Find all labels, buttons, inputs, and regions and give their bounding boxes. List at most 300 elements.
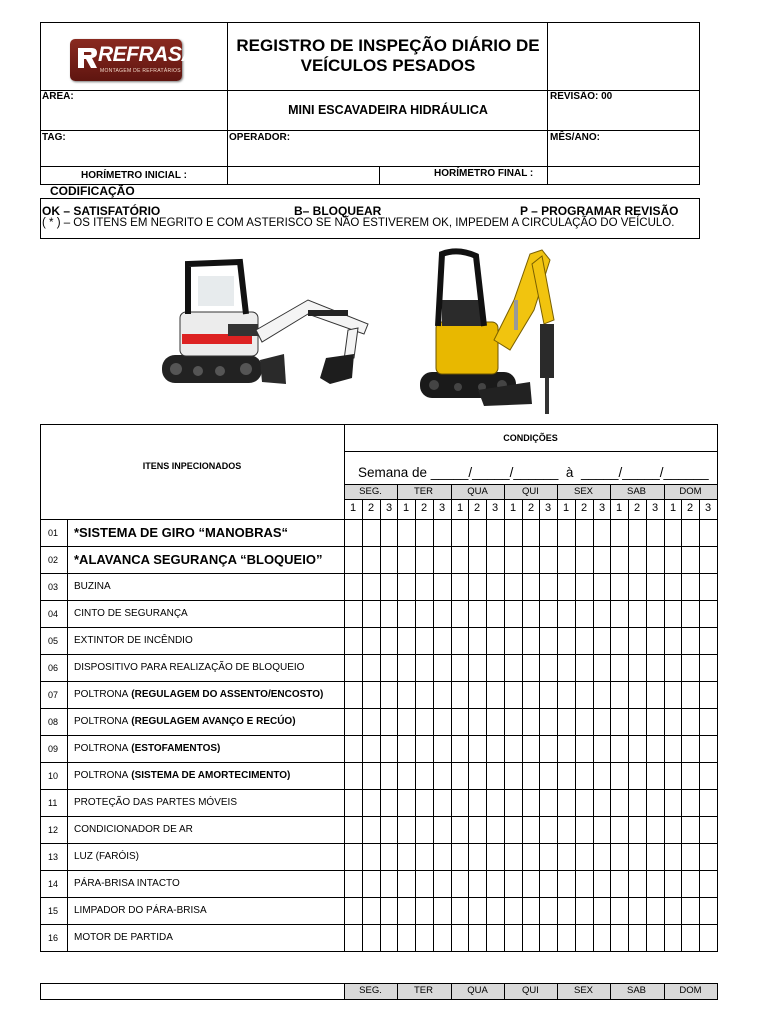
check-cell[interactable] <box>416 736 433 762</box>
check-cell[interactable] <box>523 520 540 546</box>
check-cell[interactable] <box>629 601 646 627</box>
check-cell[interactable] <box>629 844 646 870</box>
check-cell[interactable] <box>700 709 717 735</box>
check-cell[interactable] <box>452 736 469 762</box>
check-cell[interactable] <box>558 601 575 627</box>
check-cell[interactable] <box>611 898 628 924</box>
check-cell[interactable] <box>505 763 522 789</box>
check-cell[interactable] <box>558 790 575 816</box>
check-cell[interactable] <box>558 817 575 843</box>
check-cell[interactable] <box>558 520 575 546</box>
check-cell[interactable] <box>647 628 664 654</box>
check-cell[interactable] <box>700 898 717 924</box>
check-cell[interactable] <box>416 682 433 708</box>
check-cell[interactable] <box>469 520 486 546</box>
check-cell[interactable] <box>576 601 593 627</box>
check-cell[interactable] <box>576 898 593 924</box>
check-cell[interactable] <box>381 763 398 789</box>
check-cell[interactable] <box>540 709 557 735</box>
check-cell[interactable] <box>540 628 557 654</box>
check-cell[interactable] <box>629 682 646 708</box>
check-cell[interactable] <box>665 547 682 573</box>
check-cell[interactable] <box>523 682 540 708</box>
check-cell[interactable] <box>700 601 717 627</box>
check-cell[interactable] <box>469 601 486 627</box>
check-cell[interactable] <box>487 547 504 573</box>
check-cell[interactable] <box>381 790 398 816</box>
check-cell[interactable] <box>381 925 398 951</box>
check-cell[interactable] <box>647 763 664 789</box>
check-cell[interactable] <box>647 736 664 762</box>
check-cell[interactable] <box>381 574 398 600</box>
check-cell[interactable] <box>363 547 380 573</box>
check-cell[interactable] <box>452 520 469 546</box>
check-cell[interactable] <box>345 628 362 654</box>
check-cell[interactable] <box>381 520 398 546</box>
check-cell[interactable] <box>665 655 682 681</box>
check-cell[interactable] <box>629 574 646 600</box>
check-cell[interactable] <box>452 682 469 708</box>
check-cell[interactable] <box>576 655 593 681</box>
check-cell[interactable] <box>434 898 451 924</box>
check-cell[interactable] <box>611 871 628 897</box>
check-cell[interactable] <box>345 898 362 924</box>
check-cell[interactable] <box>523 763 540 789</box>
check-cell[interactable] <box>576 871 593 897</box>
check-cell[interactable] <box>647 682 664 708</box>
check-cell[interactable] <box>682 709 699 735</box>
check-cell[interactable] <box>416 547 433 573</box>
check-cell[interactable] <box>576 628 593 654</box>
check-cell[interactable] <box>487 790 504 816</box>
check-cell[interactable] <box>345 547 362 573</box>
check-cell[interactable] <box>647 547 664 573</box>
check-cell[interactable] <box>665 898 682 924</box>
check-cell[interactable] <box>487 871 504 897</box>
check-cell[interactable] <box>594 817 611 843</box>
check-cell[interactable] <box>540 655 557 681</box>
check-cell[interactable] <box>398 844 415 870</box>
check-cell[interactable] <box>487 736 504 762</box>
check-cell[interactable] <box>540 817 557 843</box>
check-cell[interactable] <box>558 709 575 735</box>
check-cell[interactable] <box>665 520 682 546</box>
check-cell[interactable] <box>665 871 682 897</box>
check-cell[interactable] <box>363 628 380 654</box>
check-cell[interactable] <box>381 628 398 654</box>
check-cell[interactable] <box>452 790 469 816</box>
check-cell[interactable] <box>434 547 451 573</box>
check-cell[interactable] <box>523 655 540 681</box>
check-cell[interactable] <box>665 790 682 816</box>
check-cell[interactable] <box>505 547 522 573</box>
check-cell[interactable] <box>594 790 611 816</box>
check-cell[interactable] <box>611 655 628 681</box>
check-cell[interactable] <box>523 925 540 951</box>
check-cell[interactable] <box>434 574 451 600</box>
check-cell[interactable] <box>345 790 362 816</box>
check-cell[interactable] <box>540 763 557 789</box>
check-cell[interactable] <box>540 898 557 924</box>
check-cell[interactable] <box>345 682 362 708</box>
check-cell[interactable] <box>540 925 557 951</box>
check-cell[interactable] <box>452 871 469 897</box>
check-cell[interactable] <box>700 871 717 897</box>
check-cell[interactable] <box>647 790 664 816</box>
check-cell[interactable] <box>487 628 504 654</box>
check-cell[interactable] <box>611 547 628 573</box>
check-cell[interactable] <box>576 682 593 708</box>
check-cell[interactable] <box>434 709 451 735</box>
check-cell[interactable] <box>398 547 415 573</box>
check-cell[interactable] <box>381 601 398 627</box>
check-cell[interactable] <box>398 709 415 735</box>
check-cell[interactable] <box>682 871 699 897</box>
check-cell[interactable] <box>398 763 415 789</box>
check-cell[interactable] <box>594 844 611 870</box>
check-cell[interactable] <box>381 844 398 870</box>
check-cell[interactable] <box>398 898 415 924</box>
check-cell[interactable] <box>434 844 451 870</box>
check-cell[interactable] <box>682 520 699 546</box>
check-cell[interactable] <box>487 682 504 708</box>
check-cell[interactable] <box>452 925 469 951</box>
check-cell[interactable] <box>700 790 717 816</box>
check-cell[interactable] <box>452 628 469 654</box>
check-cell[interactable] <box>345 655 362 681</box>
check-cell[interactable] <box>345 520 362 546</box>
check-cell[interactable] <box>398 925 415 951</box>
check-cell[interactable] <box>398 574 415 600</box>
check-cell[interactable] <box>505 844 522 870</box>
check-cell[interactable] <box>487 574 504 600</box>
check-cell[interactable] <box>629 763 646 789</box>
check-cell[interactable] <box>576 790 593 816</box>
check-cell[interactable] <box>398 871 415 897</box>
check-cell[interactable] <box>558 763 575 789</box>
check-cell[interactable] <box>505 790 522 816</box>
check-cell[interactable] <box>647 709 664 735</box>
check-cell[interactable] <box>540 682 557 708</box>
check-cell[interactable] <box>647 844 664 870</box>
check-cell[interactable] <box>700 628 717 654</box>
check-cell[interactable] <box>540 736 557 762</box>
check-cell[interactable] <box>700 817 717 843</box>
check-cell[interactable] <box>469 871 486 897</box>
check-cell[interactable] <box>469 844 486 870</box>
check-cell[interactable] <box>416 925 433 951</box>
check-cell[interactable] <box>452 547 469 573</box>
check-cell[interactable] <box>469 628 486 654</box>
check-cell[interactable] <box>469 736 486 762</box>
check-cell[interactable] <box>629 520 646 546</box>
check-cell[interactable] <box>363 790 380 816</box>
check-cell[interactable] <box>629 817 646 843</box>
check-cell[interactable] <box>505 601 522 627</box>
check-cell[interactable] <box>611 817 628 843</box>
check-cell[interactable] <box>611 844 628 870</box>
check-cell[interactable] <box>345 736 362 762</box>
check-cell[interactable] <box>594 925 611 951</box>
check-cell[interactable] <box>381 871 398 897</box>
check-cell[interactable] <box>682 736 699 762</box>
check-cell[interactable] <box>505 736 522 762</box>
check-cell[interactable] <box>487 520 504 546</box>
check-cell[interactable] <box>416 601 433 627</box>
check-cell[interactable] <box>611 763 628 789</box>
check-cell[interactable] <box>611 574 628 600</box>
check-cell[interactable] <box>594 763 611 789</box>
check-cell[interactable] <box>629 709 646 735</box>
check-cell[interactable] <box>381 898 398 924</box>
check-cell[interactable] <box>416 520 433 546</box>
check-cell[interactable] <box>398 817 415 843</box>
check-cell[interactable] <box>452 574 469 600</box>
check-cell[interactable] <box>540 844 557 870</box>
check-cell[interactable] <box>487 844 504 870</box>
check-cell[interactable] <box>594 682 611 708</box>
check-cell[interactable] <box>647 574 664 600</box>
check-cell[interactable] <box>381 547 398 573</box>
check-cell[interactable] <box>682 763 699 789</box>
check-cell[interactable] <box>594 871 611 897</box>
check-cell[interactable] <box>665 574 682 600</box>
check-cell[interactable] <box>558 871 575 897</box>
check-cell[interactable] <box>647 925 664 951</box>
check-cell[interactable] <box>700 520 717 546</box>
check-cell[interactable] <box>523 574 540 600</box>
check-cell[interactable] <box>629 898 646 924</box>
check-cell[interactable] <box>594 628 611 654</box>
check-cell[interactable] <box>629 736 646 762</box>
check-cell[interactable] <box>398 790 415 816</box>
check-cell[interactable] <box>505 682 522 708</box>
check-cell[interactable] <box>611 601 628 627</box>
check-cell[interactable] <box>345 709 362 735</box>
check-cell[interactable] <box>434 763 451 789</box>
check-cell[interactable] <box>665 817 682 843</box>
check-cell[interactable] <box>665 763 682 789</box>
check-cell[interactable] <box>434 925 451 951</box>
check-cell[interactable] <box>576 925 593 951</box>
check-cell[interactable] <box>469 655 486 681</box>
check-cell[interactable] <box>682 844 699 870</box>
check-cell[interactable] <box>523 790 540 816</box>
check-cell[interactable] <box>700 574 717 600</box>
check-cell[interactable] <box>629 871 646 897</box>
check-cell[interactable] <box>452 844 469 870</box>
check-cell[interactable] <box>345 844 362 870</box>
check-cell[interactable] <box>416 709 433 735</box>
check-cell[interactable] <box>523 817 540 843</box>
check-cell[interactable] <box>558 682 575 708</box>
check-cell[interactable] <box>345 601 362 627</box>
check-cell[interactable] <box>363 601 380 627</box>
check-cell[interactable] <box>700 682 717 708</box>
check-cell[interactable] <box>398 628 415 654</box>
check-cell[interactable] <box>363 925 380 951</box>
check-cell[interactable] <box>469 925 486 951</box>
check-cell[interactable] <box>505 871 522 897</box>
check-cell[interactable] <box>594 736 611 762</box>
check-cell[interactable] <box>611 682 628 708</box>
check-cell[interactable] <box>398 682 415 708</box>
check-cell[interactable] <box>558 898 575 924</box>
check-cell[interactable] <box>700 736 717 762</box>
check-cell[interactable] <box>363 763 380 789</box>
check-cell[interactable] <box>381 817 398 843</box>
check-cell[interactable] <box>469 709 486 735</box>
check-cell[interactable] <box>682 655 699 681</box>
check-cell[interactable] <box>416 790 433 816</box>
check-cell[interactable] <box>452 898 469 924</box>
check-cell[interactable] <box>345 817 362 843</box>
check-cell[interactable] <box>611 628 628 654</box>
check-cell[interactable] <box>647 601 664 627</box>
check-cell[interactable] <box>398 520 415 546</box>
check-cell[interactable] <box>416 817 433 843</box>
check-cell[interactable] <box>700 925 717 951</box>
check-cell[interactable] <box>576 763 593 789</box>
check-cell[interactable] <box>416 844 433 870</box>
check-cell[interactable] <box>363 682 380 708</box>
check-cell[interactable] <box>665 601 682 627</box>
check-cell[interactable] <box>647 817 664 843</box>
check-cell[interactable] <box>558 655 575 681</box>
check-cell[interactable] <box>629 628 646 654</box>
check-cell[interactable] <box>558 547 575 573</box>
check-cell[interactable] <box>665 628 682 654</box>
check-cell[interactable] <box>487 763 504 789</box>
check-cell[interactable] <box>505 817 522 843</box>
check-cell[interactable] <box>558 844 575 870</box>
check-cell[interactable] <box>469 682 486 708</box>
check-cell[interactable] <box>558 628 575 654</box>
check-cell[interactable] <box>398 601 415 627</box>
check-cell[interactable] <box>629 790 646 816</box>
check-cell[interactable] <box>540 547 557 573</box>
check-cell[interactable] <box>700 547 717 573</box>
check-cell[interactable] <box>558 574 575 600</box>
check-cell[interactable] <box>594 547 611 573</box>
check-cell[interactable] <box>594 601 611 627</box>
check-cell[interactable] <box>594 898 611 924</box>
check-cell[interactable] <box>434 682 451 708</box>
check-cell[interactable] <box>558 925 575 951</box>
check-cell[interactable] <box>576 817 593 843</box>
check-cell[interactable] <box>381 736 398 762</box>
check-cell[interactable] <box>700 763 717 789</box>
check-cell[interactable] <box>523 547 540 573</box>
check-cell[interactable] <box>487 655 504 681</box>
check-cell[interactable] <box>363 898 380 924</box>
check-cell[interactable] <box>434 817 451 843</box>
check-cell[interactable] <box>523 736 540 762</box>
check-cell[interactable] <box>647 898 664 924</box>
check-cell[interactable] <box>682 574 699 600</box>
check-cell[interactable] <box>487 898 504 924</box>
check-cell[interactable] <box>363 871 380 897</box>
check-cell[interactable] <box>629 547 646 573</box>
check-cell[interactable] <box>363 709 380 735</box>
check-cell[interactable] <box>576 574 593 600</box>
check-cell[interactable] <box>434 520 451 546</box>
check-cell[interactable] <box>487 601 504 627</box>
check-cell[interactable] <box>434 790 451 816</box>
check-cell[interactable] <box>452 601 469 627</box>
check-cell[interactable] <box>434 871 451 897</box>
check-cell[interactable] <box>647 520 664 546</box>
check-cell[interactable] <box>594 655 611 681</box>
check-cell[interactable] <box>416 871 433 897</box>
check-cell[interactable] <box>682 898 699 924</box>
check-cell[interactable] <box>665 925 682 951</box>
check-cell[interactable] <box>452 709 469 735</box>
check-cell[interactable] <box>363 736 380 762</box>
check-cell[interactable] <box>416 655 433 681</box>
check-cell[interactable] <box>611 790 628 816</box>
check-cell[interactable] <box>611 736 628 762</box>
check-cell[interactable] <box>540 601 557 627</box>
check-cell[interactable] <box>576 844 593 870</box>
check-cell[interactable] <box>523 898 540 924</box>
check-cell[interactable] <box>682 682 699 708</box>
check-cell[interactable] <box>345 574 362 600</box>
check-cell[interactable] <box>611 925 628 951</box>
check-cell[interactable] <box>505 520 522 546</box>
check-cell[interactable] <box>523 628 540 654</box>
check-cell[interactable] <box>523 601 540 627</box>
check-cell[interactable] <box>416 574 433 600</box>
check-cell[interactable] <box>434 628 451 654</box>
check-cell[interactable] <box>576 709 593 735</box>
check-cell[interactable] <box>523 844 540 870</box>
check-cell[interactable] <box>363 574 380 600</box>
check-cell[interactable] <box>576 547 593 573</box>
check-cell[interactable] <box>363 817 380 843</box>
check-cell[interactable] <box>700 655 717 681</box>
check-cell[interactable] <box>611 520 628 546</box>
check-cell[interactable] <box>469 817 486 843</box>
check-cell[interactable] <box>469 790 486 816</box>
check-cell[interactable] <box>540 574 557 600</box>
check-cell[interactable] <box>576 520 593 546</box>
check-cell[interactable] <box>381 655 398 681</box>
check-cell[interactable] <box>682 817 699 843</box>
check-cell[interactable] <box>469 574 486 600</box>
check-cell[interactable] <box>523 871 540 897</box>
check-cell[interactable] <box>469 547 486 573</box>
check-cell[interactable] <box>665 844 682 870</box>
check-cell[interactable] <box>682 790 699 816</box>
check-cell[interactable] <box>469 763 486 789</box>
check-cell[interactable] <box>505 574 522 600</box>
check-cell[interactable] <box>629 655 646 681</box>
check-cell[interactable] <box>381 682 398 708</box>
check-cell[interactable] <box>416 898 433 924</box>
check-cell[interactable] <box>505 925 522 951</box>
check-cell[interactable] <box>540 871 557 897</box>
check-cell[interactable] <box>345 763 362 789</box>
check-cell[interactable] <box>611 709 628 735</box>
check-cell[interactable] <box>594 520 611 546</box>
check-cell[interactable] <box>505 628 522 654</box>
check-cell[interactable] <box>363 655 380 681</box>
check-cell[interactable] <box>452 763 469 789</box>
check-cell[interactable] <box>416 763 433 789</box>
check-cell[interactable] <box>629 925 646 951</box>
check-cell[interactable] <box>576 736 593 762</box>
